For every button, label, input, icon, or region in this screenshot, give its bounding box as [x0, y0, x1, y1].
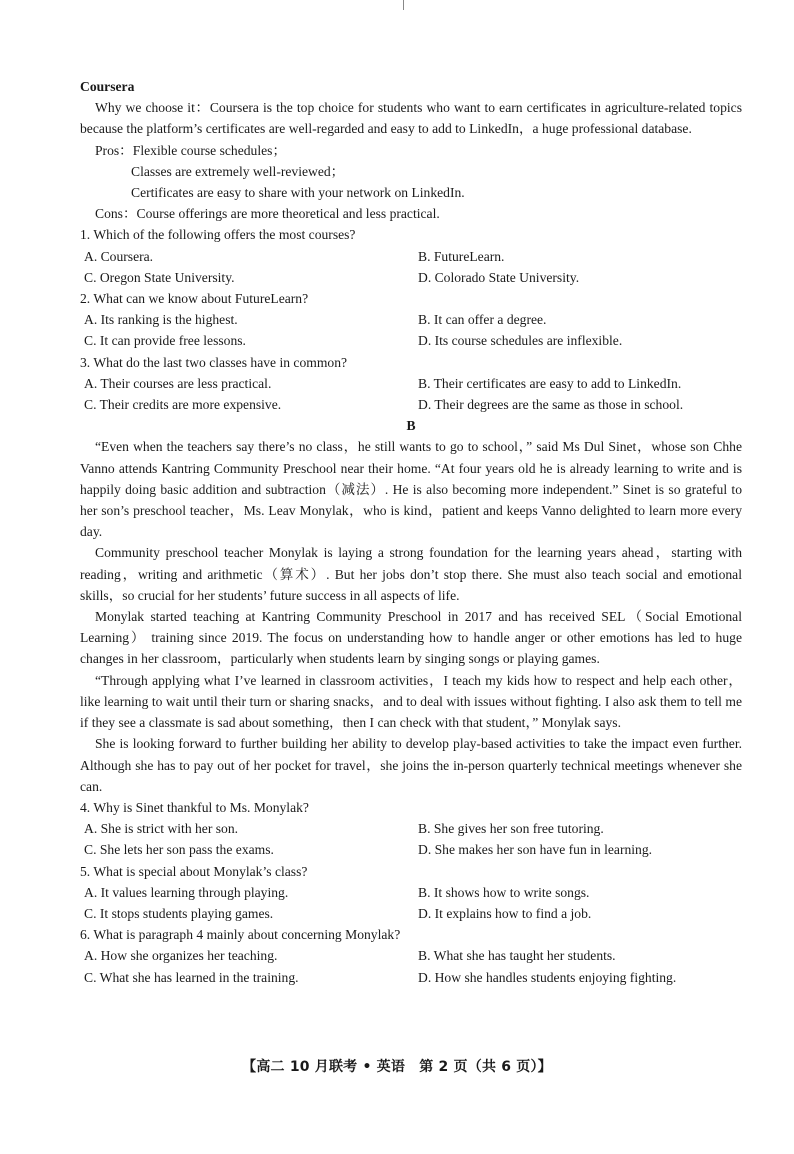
- option-c: C. She lets her son pass the exams.: [84, 842, 274, 858]
- option-a: A. She is strict with her son.: [84, 821, 239, 837]
- section-b-heading: B: [406, 418, 416, 434]
- exam-page: [80, 76, 742, 988]
- option-a: A. It values learning through playing.: [84, 884, 289, 900]
- option-b: B. She gives her son free tutoring.: [418, 821, 604, 837]
- question-stem: 4. Why is Sinet thankful to Ms. Monylak?: [80, 799, 309, 815]
- question-5: [80, 861, 742, 925]
- option-b: B. FutureLearn.: [418, 248, 505, 264]
- question-6: [80, 924, 742, 988]
- option-c: C. Oregon State University.: [84, 269, 235, 285]
- page-footer: 【高二 10 月联考 • 英语 第 2 页（共 6 页）】: [242, 1059, 552, 1075]
- option-d: D. Colorado State University.: [418, 269, 580, 285]
- question-stem: 2. What can we know about FutureLearn?: [80, 291, 309, 307]
- scan-mark: [403, 0, 404, 10]
- option-c: C. It stops students playing games.: [84, 905, 274, 921]
- pros-item: Classes are extremely well-reviewed；: [131, 163, 345, 179]
- option-a: A. Their courses are less practical.: [84, 375, 272, 391]
- option-b: B. It can offer a degree.: [418, 312, 547, 328]
- passage-paragraph: “Even when the teachers say there’s no class，he still wants to go to school，” said Ms Dul Sinet，whose son Chhe Vanno attends Kantring Community Preschool near their home. “At four years old he is already learning to write and is happily doing basic addition and subtraction（减法）. He is also becoming more independent.” Sinet is so grateful to her son’s preschool teacher，Ms. Leav Monylak，who is kind，patient and keeps Vanno delighted to learn more every day.: [80, 439, 742, 540]
- option-c: C. Their credits are more expensive.: [84, 397, 282, 413]
- option-d: D. Its course schedules are inflexible.: [418, 333, 623, 349]
- coursera-why-paragraph: [80, 97, 742, 139]
- pros-label: Pros：: [95, 142, 133, 158]
- option-b: B. What she has taught her students.: [418, 948, 616, 964]
- pros-item: Certificates are easy to share with your network on LinkedIn.: [131, 185, 465, 201]
- question-stem: 3. What do the last two classes have in common?: [80, 354, 348, 370]
- option-d: D. Their degrees are the same as those in school.: [418, 397, 684, 413]
- question-1: [80, 224, 742, 288]
- passage-paragraph: She is looking forward to further building her ability to develop play-based activities to take the impact even further. Although she has to pay out of her pocket for travel，she joins the in-person quarterly technical meetings whenever she can.: [80, 736, 742, 794]
- question-stem: 1. Which of the following offers the most courses?: [80, 227, 356, 243]
- question-2: [80, 288, 742, 352]
- cons-line: [80, 203, 742, 224]
- option-d: D. She makes her son have fun in learning.: [418, 842, 653, 858]
- option-b: B. Their certificates are easy to add to LinkedIn.: [418, 375, 682, 391]
- pros-item: Flexible course schedules；: [132, 142, 287, 158]
- question-3: [80, 352, 742, 416]
- pros-line-1: [80, 140, 742, 161]
- why-text: Coursera is the top choice for students who want to earn certificates in agriculture-related topics because the platform’s certificates are well-regarded and easy to add to LinkedIn，a huge professional database.: [80, 100, 742, 137]
- question-4: [80, 797, 742, 861]
- why-label: Why we choose it：: [95, 100, 210, 116]
- cons-text: Course offerings are more theoretical and less practical.: [136, 206, 440, 222]
- option-c: C. What she has learned in the training.: [84, 969, 299, 985]
- cons-label: Cons：: [95, 206, 137, 222]
- option-b: B. It shows how to write songs.: [418, 884, 590, 900]
- passage-paragraph: “Through applying what I’ve learned in classroom activities，I teach my kids how to respect and help each other，like learning to wait until their turn or sharing snacks，and to deal with issues without fighting. I also ask them to tell me if they see a classmate is sad about something，then I can check with that student，” Monylak says.: [80, 672, 742, 731]
- option-a: A. Its ranking is the highest.: [84, 312, 238, 328]
- question-stem: 6. What is paragraph 4 mainly about concerning Monylak?: [80, 927, 401, 943]
- passage-paragraph: Monylak started teaching at Kantring Community Preschool in 2017 and has received SEL（Social Emotional Learning） training since 2019. The focus on understanding how to handle anger or other emotions has led to huge changes in her classroom，particularly when students learn by singing songs or playing games.: [80, 609, 742, 667]
- question-stem: 5. What is special about Monylak’s class?: [80, 863, 308, 879]
- option-a: A. Coursera.: [84, 248, 154, 264]
- option-c: C. It can provide free lessons.: [84, 333, 246, 349]
- option-d: D. It explains how to find a job.: [418, 905, 592, 921]
- option-d: D. How she handles students enjoying fighting.: [418, 969, 677, 985]
- option-a: A. How she organizes her teaching.: [84, 948, 278, 964]
- coursera-heading: Coursera: [80, 79, 135, 94]
- passage-paragraph: Community preschool teacher Monylak is laying a strong foundation for the learning years ahead，starting with reading，writing and arithmetic（算术）. But her jobs don’t stop there. She must also teach social and emotional skills，so crucial for her students’ future success in all aspects of life.: [80, 545, 742, 603]
